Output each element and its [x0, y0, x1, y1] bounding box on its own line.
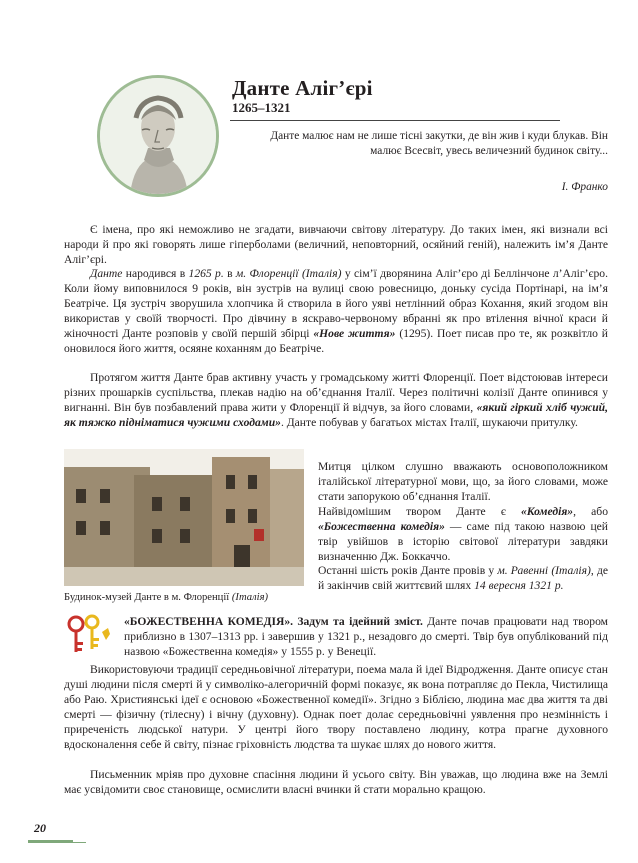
- photo-caption: [64, 592, 304, 603]
- bio-text: народився в: [122, 267, 189, 280]
- comedy-heading: «БОЖЕСТВЕННА КОМЕДІЯ». Задум та ідейний зміст.: [124, 615, 423, 628]
- bio-text: . Данте побував у багатьох містах Італії, шукаючи притулку.: [280, 415, 578, 429]
- divine-comedy-title: «Божественна комедія»: [318, 519, 445, 533]
- right-paragraph-3: [318, 564, 608, 594]
- bio-text: в: [223, 267, 236, 280]
- comedy-intro: [124, 615, 608, 660]
- closing-text: Письменник мріяв про духовне спасіння людини й усього світу. Він уважав, що людина вже на Землі має усвідомити своє становище, осмислити власні вчинки й стати морально кращою.: [64, 768, 608, 796]
- footer-line: [28, 842, 86, 843]
- birth-place: м. Флоренції (Італія): [235, 267, 342, 280]
- work-text: Найвідомішим твором Данте є: [318, 505, 521, 518]
- death-place: м. Равенні (Італія): [497, 564, 591, 577]
- dante-quote: «який гіркий хліб чужий, як тяжко підніматися чужими сходами»: [64, 400, 608, 429]
- dante-portrait: [97, 75, 219, 197]
- comedy-text: Данте почав працювати над твором приблизно в 1307–1313 рр. і завершив у 1321 р., незадовго до смерті. Твір був опублікований під назвою «Божественна комедія» у 1555 р. у Венеції.: [124, 615, 608, 658]
- death-date: 14 вересня 1321 р.: [474, 578, 564, 592]
- intro-text: Є імена, про які неможливо не згадати, вивчаючи світову літературу. До таких імен, які визнали всі народи й про які говорять лише гіперболами (величний, неповторний, осяйний геній), належить ім’я Данте Аліг’єрі.: [64, 223, 608, 266]
- comedy-body: Використовуючи традиції середньовічної літератури, поема мала й ідеї Відродження. Данте описує стан душі людини після смерті й у символіко-алегоричній формі показує, як вона потрапляє до Пекла, Чистилища або Раю. Християнські ідеї є основою «Божественної комедії». Згідно з Біблією, людина має два життя та дві смерті — фізичну (тілесну) і вічну (духовну). Однак поет долає середньовічні уявлення про незмінність і приреченість людської натури. У центрі його твору поставлено людину, котра прагне духовного вдосконалення себе й світу, пізнає гріховність людства та шукає шлях до нового життя.: [64, 663, 608, 751]
- language-text: Митця цілком слушно вважають основоположником італійської літературної мови, що, за його словами, може стати запорукою об’єднання Італії.: [318, 460, 608, 503]
- bio-paragraph-1: [64, 267, 608, 356]
- death-text: , де й закінчив свій життєвий шлях: [318, 564, 609, 592]
- closing-paragraph: [64, 768, 608, 798]
- bio-text: (1295). Поет писав про те, як розквітло й оновилося його життя, осяяне коханням до Беатріче.: [64, 326, 608, 355]
- author-title: Данте Аліг’єрі: [232, 76, 373, 100]
- header-rule: [230, 120, 560, 121]
- caption-country: (Італія): [231, 592, 269, 603]
- intro-paragraph: [64, 223, 608, 268]
- comedy-paragraph: [64, 663, 608, 752]
- epigraph: Данте малює нам не лише тісні закутки, де він жив і куди блукав. Він малює Всесвіт, увесь величезний будинок світу...: [270, 130, 608, 157]
- comedy-title: «Комедія»: [520, 505, 574, 518]
- death-text: Останні шість років Данте провів у: [318, 564, 498, 577]
- bio-paragraph-2: [64, 371, 608, 431]
- page-number: 20: [34, 821, 46, 835]
- right-paragraph-2: [318, 505, 608, 565]
- work-text: , або: [573, 505, 608, 518]
- bio-name: Данте: [90, 267, 123, 280]
- author-years: 1265–1321: [232, 100, 291, 115]
- birth-date: 1265 р.: [188, 267, 224, 280]
- keys-icon: [66, 614, 114, 656]
- work-text: — саме під такою назвою цей твір увійшов в історію світової літератури завдяки визначенню Дж. Боккаччо.: [318, 519, 609, 563]
- bio-text: Протягом життя Данте брав активну участь у громадському житті Флоренції. Поет відстоював інтереси різних прошарків суспільства, плекав надію на об’єднання Італії. Через політичні колізії Данте опинився у вигнанні. Він був позбавлений права жити у Флоренції й відчув, за його словами,: [64, 371, 608, 414]
- epigraph-author: І. Франко: [561, 181, 608, 193]
- right-paragraph-1: [318, 460, 608, 505]
- house-museum-photo: [64, 449, 304, 586]
- bio-text: у сім’ї дворянина Аліг’єро ді Беллінчоне л’Аліг’єро. Коли йому виповнилося 9 років, він зустрів на вулиці свою ровесницю, доньку сусіда Портінарі, на ім’я Беатріче. Ця зустріч зворушила хлопчика й створила в його уяві нетлінний образ Кохання, який згодом він використав у своїй творчості. Про дівчину в яскраво-червоному вбранні як про втілення вічної краси й жіночності Данте розповів у своїй першій збірці: [64, 267, 608, 340]
- book-title: «Нове життя»: [313, 326, 396, 340]
- caption-text: Будинок-музей Данте в м. Флоренції: [64, 592, 232, 603]
